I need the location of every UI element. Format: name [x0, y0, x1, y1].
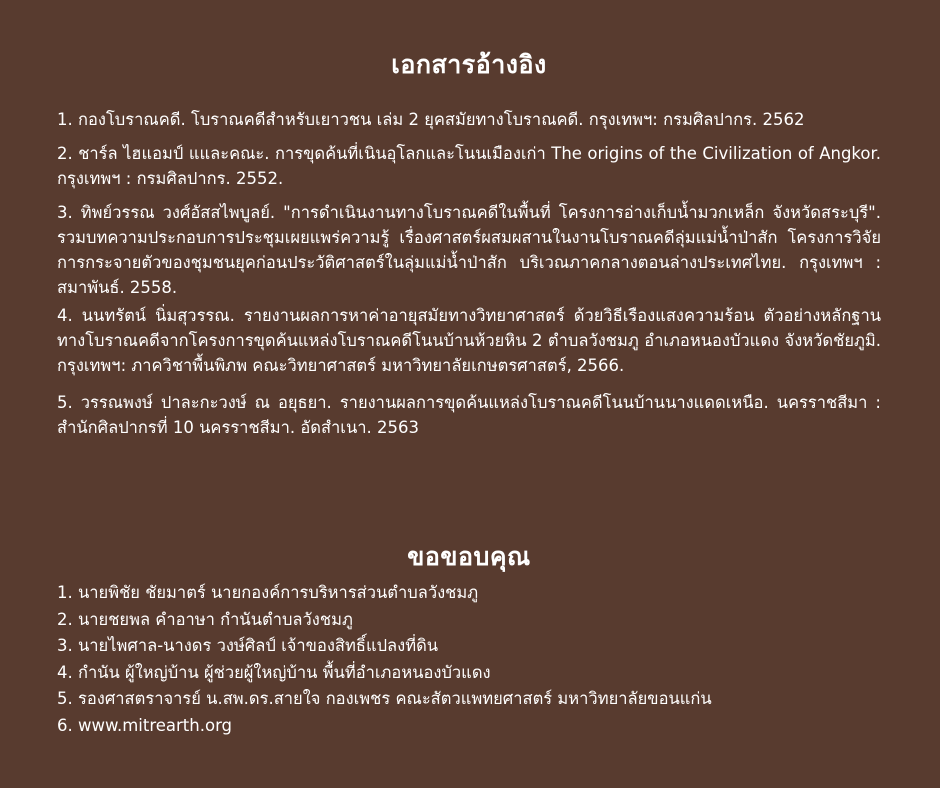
reference-item-1: 1. กองโบราณคดี. โบราณคดีสำหรับเยาวชน เล่ม 2 ยุคสมัยทางโบราณคดี. กรุงเทพฯ: กรมศิลปากร. 2562	[57, 110, 805, 129]
references-heading: เอกสารอ้างอิง	[391, 50, 547, 79]
acknowledgement-item-5: 5. รองศาสตราจารย์ น.สพ.ดร.สายใจ กองเพชร คณะสัตวแพทยศาสตร์ มหาวิทยาลัยขอนแก่น	[57, 689, 712, 708]
acknowledgement-item-1: 1. นายพิชัย ชัยมาตร์ นายกองค์การบริหารส่วนตำบลวังชมภู	[57, 583, 479, 602]
references-list	[57, 107, 881, 449]
acknowledgements-list	[57, 580, 881, 739]
acknowledgement-item-4: 4. กำนัน ผู้ใหญ่บ้าน ผู้ช่วยผู้ใหญ่บ้าน พื้นที่อำเภอหนองบัวแดง	[57, 662, 491, 682]
acknowledgement-item-3: 3. นายไพศาล-นางดร วงษ์ศิลป์ เจ้าของสิทธิ์แปลงที่ดิน	[57, 636, 439, 655]
reference-item-3: 3. ทิพย์วรรณ วงศ์อัสสไพบูลย์. "การดำเนินงานทางโบราณคดีในพื้นที่ โครงการอ่างเก็บน้ำมวกเหล็ก จังหวัดสระบุรี". รวมบทความประกอบการประชุมเผยแพร่ความรู้ เรื่องศาสตร์ผสมผสานในงานโบราณคดีลุ่มแม่น้ำป่าสัก โครงการวิจัยการกระจายตัวของชุมชนยุคก่อนประวัติศาสตร์ในลุ่มแม่น้ำป่าสัก บริเวณภาคกลางตอนล่างประเทศไทย. กรุงเทพฯ : สมาพันธ์. 2558.	[57, 203, 881, 297]
acknowledgement-item-2: 2. นายชยพล คำอาษา กำนันตำบลวังชมภู	[57, 609, 353, 629]
reference-item-4: 4. นนทรัตน์ นิ่มสุวรรณ. รายงานผลการหาค่าอายุสมัยทางวิทยาศาสตร์ ด้วยวิธีเรืองแสงความร้อน ตัวอย่างหลักฐานทางโบราณคดีจากโครงการขุดค้นแหล่งโบราณคดีโนนบ้านห้วยหิน 2 ตำบลวังชมภู อำเภอหนองบัวแดง จังหวัดชัยภูมิ. กรุงเทพฯ: ภาควิชาพื้นพิภพ คณะวิทยาศาสตร์ มหาวิทยาลัยเกษตรศาสตร์, 2566.	[57, 306, 881, 375]
acknowledgements-heading: ขอขอบคุณ	[407, 542, 531, 571]
reference-item-5: 5. วรรณพงษ์ ปาละกะวงษ์ ณ อยุธยา. รายงานผลการขุดค้นแหล่งโบราณคดีโนนบ้านนางแดดเหนือ. นครราชสีมา : สำนักศิลปากรที่ 10 นครราชสีมา. อัดสำเนา. 2563	[57, 393, 881, 437]
website-link[interactable]: 6. www.mitrearth.org	[57, 715, 233, 735]
reference-item-2: 2. ชาร์ล ไฮแอมป์ แและคณะ. การขุดค้นที่เนินอุโลกและโนนเมืองเก่า The origins of the Civilization of Angkor. กรุงเทพฯ : กรมศิลปากร. 2552.	[57, 144, 881, 188]
